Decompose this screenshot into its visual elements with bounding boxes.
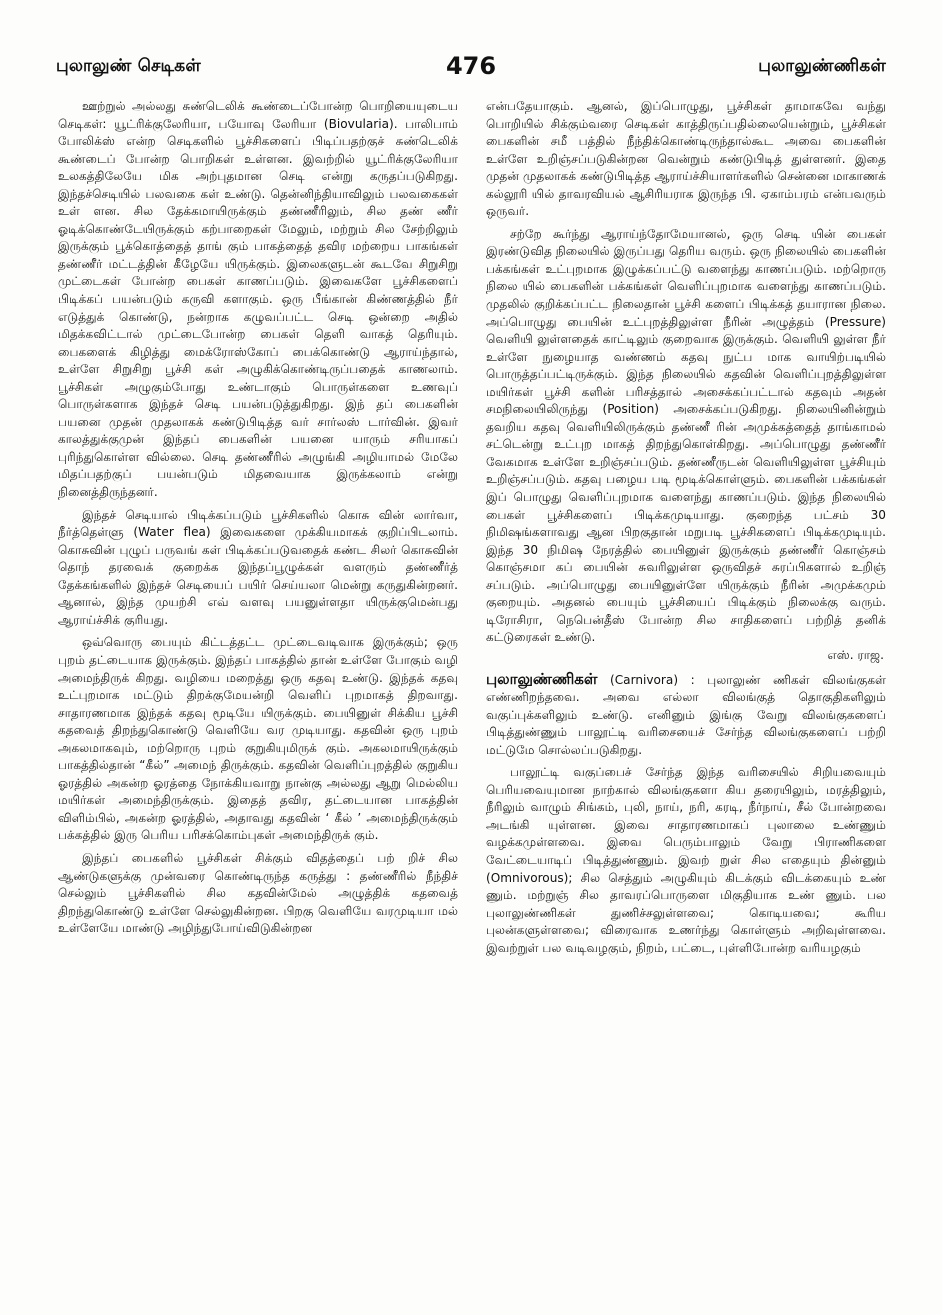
entry-first-paragraph [486,671,886,760]
running-head-left: புலாலுண் செடிகள் [56,56,201,76]
page-header [56,52,886,88]
paragraph: என்பதேயாகும். ஆனல், இப்பொழுது, பூச்சிகள் தாமாகவே வந்து பொறியில் சிக்கும்வரை செடிகள் காத்திருப்பதில்லையென்றும், பூச்சிகள் பைகளின் சமீ பத்தில் நீந்திக்கொண்டிருந்தால்கூட அவை பைகளின் உள்ளே உறிஞ்சப்படுகின்றன வென்றும் கண்டுபிடித் துள்ளனர். இதை முதன் முதலாகக் கண்டுபிடித்த ஆராய்ச்சியாளர்களில் சென்னை மாகாணக் கல்லூரி யில் தாவரவியல் ஆசிரியராக இருந்த பி. ஏகாம்பரம் என்பவரும் ஒருவர். [486,99,886,219]
paragraph: சற்றே கூர்ந்து ஆராய்ந்தோமேயானல், ஒரு செடி யின் பைகள் இரண்டுவித நிலையில் இருப்பது தெரிய வரும். ஒரு நிலையில் பைகளின் பக்கங்கள் உட்புறமாக இழுக்கப்பட்டு வளைந்து காணப்படும். மற்றொரு நிலை யில் பைகளின் பக்கங்கள் வெளிப்புறமாக வளைந்து காணப்படும். முதலில் குறிக்கப்பட்ட நிலைதான் பூச்சி களைப் பிடிக்கத் தயாரான நிலை. அப்பொழுது பையின் உட்புறத்திலுள்ள நீரின் அழுத்தம் (Pressure) வெளியி லுள்ளதைக் காட்டிலும் குறைவாக இருக்கும். வெளியி லுள்ள நீர் உள்ளே நுழையாத வண்ணம் கதவு நுட்ப மாக வாயிற்படியில் பொருத்தப்பட்டிருக்கும். இந்த நிலையில் கதவின் வெளிப்புறத்திலுள்ள மயிர்கள் பூச்சி களின் பரிசத்தால் அசைக்கப்பட்டால் கதவும் அதன் சமநிலையிலிருந்து (Position) அசைக்கப்படுகிறது. நிலையினின்றும் தவறிய கதவு வெளியிலிருக்கும் தண்ணீ ரின் அமுக்கத்தைத் தாங்காமல் சட்டென்று உட்புற மாகத் திறந்துகொள்கிறது. அப்பொழுது தண்ணீர் வேகமாக உள்ளே உறிஞ்சப்படும். தண்ணீருடன் வெளியிலுள்ள பூச்சியும் உறிஞ்சப்படும். கதவு பழைய படி மூடிக்கொள்ளும். பைகளின் பக்கங்கள் இப் பொழுது வெளிப்புறமாக வளைந்து காணப்படும். இந்த நிலையில் பைகள் பூச்சிகளைப் பிடிக்கமுடியாது. குறைந்த பட்சம் 30 நிமிஷங்களாவது ஆன பிறகுதான் மறுபடி பூச்சிகளைப் பிடிக்கமுடியும். இந்த 30 நிமிஷ நேரத்தில் பையினுள் இருக்கும் தண்ணீர் கொஞ்சம் கொஞ்சமா கப் பையின் சுவரிலுள்ள ஒருவிதச் சுரப்பிகளால் உறிஞ் சப்படும். அப்பொழுது பையினுள்ளே யிருக்கும் நீரின் அமுக்கமும் குறையும். அதனல் பையும் பூச்சியைப் பிடிக்கும் நிலைக்கு வரும். டிரோசிரா, நெபென்தீஸ் போன்ற சில சாதிகளைப் பற்றித் தனிக் கட்டுரைகள் உண்டு. [486,226,886,645]
paragraph: ஒவ்வொரு பையும் கிட்டத்தட்ட முட்டைவடிவாக இருக்கும்; ஒரு புறம் தட்டையாக இருக்கும். இந்தப் பாகத்தில் தான் உள்ளே போகும் வழி அமைந்திருக் கிறது. வழியை மறைத்து ஒரு கதவு உண்டு. இந்தக் கதவு உட்புறமாக மட்டும் திறக்குமேயன்றி வெளிப் புறமாகத் திறவாது. சாதாரணமாக இந்தக் கதவு மூடியே யிருக்கும். பையினுள் சிக்கிய பூச்சி கதவைத் திறந்துகொண்டு வெளியே வர முடியாது. கதவின் ஒரு புறம் அகலமாகவும், மற்றொரு புறம் குறுகியுமிருக் கும். அகலமாயிருக்கும் பாகத்தில்தான் “கீல்” அமைந் திருக்கும். கதவின் வெளிப்புறத்தில் குறுகிய ஓரத்தில் அகன்ற ஓரத்தை நோக்கியவாறு நான்கு அல்லது ஆறு மெல்லிய மயிர்கள் அமைந்திருக்கும். இதைத் தவிர, தட்டையான பாகத்தின் விளிம்பில், அகன்ற ஓரத்தில், அதாவது கதவின் ‘ கீல் ’ அமைந்திருக்கும் பக்கத்தில் இரு பெரிய பரிசக்கொம்புகள் அமைந்திருக் கும். [58,635,458,843]
paragraph: பாலூட்டி வகுப்பைச் சேர்ந்த இந்த வரிசையில் சிறியவையும் பெரியவையுமான நாற்கால் விலங்குகளா கிய தரையிலும், மரத்திலும், நீரிலும் வாழும் சிங்கம், புலி, நாய், நரி, கரடி, நீர்நாய், சீல் போன்றவை அடங்கி யுள்ளன. இவை சாதாரணமாகப் புலாலை உண்ணும் வழக்கமுள்ளவை. இவை பெரும்பாலும் வேறு பிராணிகளை வேட்டையாடிப் பிடித்துண்ணும். இவற் றுள் சில எதையும் தின்னும் (Omnivorous); சில செத்தும் அழுகியும் கிடக்கும் விடக்கையும் உண் ணும். மற்றுஞ் சில தாவரப்பொருளை மிகுதியாக உண் ணும். பல புலாலுண்ணிகள் துணிச்சலுள்ளவை; கொடியவை; கூரிய புலன்களுள்ளவை; விரைவாக உணர்ந்து கொள்ளும் அறிவுள்ளவை. இவற்றுள் பல வடிவழகும், நிறம், பட்டை, புள்ளிபோன்ற வரியழகும் [486,765,886,955]
right-column [486,98,886,1298]
entry-text: புலாலுண் ணிகள் விலங்குகள் எண்ணிறந்தவை. அவை எல்லா விலங்குத் தொகுதிகளிலும் வகுப்புக்களிலும் உண்டு. எனினும் இங்கு வேறு விலங்குகளைப் பிடித்துண்ணும் பாலூட்டி வரிசையைச் சேர்ந்த விலங்குகளைப் பற்றி மட்டுமே சொல்லப்படுகிறது. [486,672,886,757]
running-head-right: புலாலுண்ணிகள் [758,56,886,76]
entry-heading: புலாலுண்ணிகள் [486,669,598,688]
paragraph: இந்தப் பைகளில் பூச்சிகள் சிக்கும் விதத்தைப் பற் றிச் சில ஆண்டுகளுக்கு முன்வரை கொண்டிருந்த கருத்து : தண்ணீரில் நீந்திச் செல்லும் பூச்சிகளில் சில கதவின்மேல் அழுத்திக் கதவைத் திறந்துகொண்டு உள்ளே செல்லுகின்றன. பிறகு வெளியே வரமுடியா மல் உள்ளேயே மாண்டு அழிந்துபோய்விடுகின்றன [58,850,458,936]
left-column [58,98,458,1298]
paragraph: ஊற்றுல் அல்லது சுண்டெலிக் கூண்டைப்போன்ற பொறியையுடைய செடிகள்: யூட்ரிக்குலேரியா, பயோவு லேரியா (Biovularia). பாலிபாம் போலிக்ஸ் என்ற செடிகளில் பூச்சிகளைப் பிடிப்பதற்குச் சுண்டெலிக் கூண்டைப் போன்ற பொறிகள் உள்ளன. இவற்றில் யூட்ரிக்குலேரியா உலகத்திலேயே மிக அற்புதமான செடி என்று கருதப்படுகிறது. இந்தச்செடியில் பலவகை கள் உண்டு. தென்னிந்தியாவிலும் பலவகைகள் உள் ளன. சில தேக்கமாயிருக்கும் தண்ணீரிலும், சில தண் ணீர் ஓடிக்கொண்டேயிருக்கும் கற்பாறைகள் மேலும், மற்றும் சில சேற்றிலும் இருக்கும் பூக்கொத்தைத் தாங் கும் பாகத்தைத் தவிர மற்றைய பாகங்கள் தண்ணீர் மட்டத்தின் கீழேயே யிருக்கும். இலைகளுடன் கூடவே சிறுசிறு முட்டைகள் போன்ற பைகள் காணப்படும். இவைகளே பூச்சிகளைப் பிடிக்கப் பயன்படும் கருவி களாகும். ஒரு பீங்கான் கிண்ணத்தில் நீர் எடுத்துக் கொண்டு, நன்றாக கழுவப்பட்ட செடி ஒன்றை அதில் மிதக்கவிட்டால் முட்டைபோன்ற பைகள் தெளி வாகத் தெரியும். பைகளைக் கிழித்து மைக்ரோஸ்கோப் பைக்கொண்டு ஆராய்ந்தால், உள்ளே சிறுசிறு பூச்சி கள் அழுகிக்கொண்டிருப்பதைக் காணலாம். பூச்சிகள் அழுகும்போது உண்டாகும் பொருள்களை உணவுப் பொருள்களாக இந்தச் செடி பயன்படுத்துகிறது. இந் தப் பைகளின் பயனை முதன் முதலாகக் கண்டுபிடித்த வர் சார்லஸ் டார்வின். இவர் காலத்துக்குமுன் இந்தப் பைகளின் பயனை யாரும் சரியாகப் புரிந்துகொள்ள வில்லை. செடி தண்ணீரில் அழுங்கி அழியாமல் மேலே மிதப்பதற்குப் பயன்படும் மிதவையாக இருக்கலாம் என்று நினைத்திருந்தனர். [58,99,458,500]
entry-heading-latin: (Carnivora) : [610,672,695,687]
page-number: 476 [445,52,497,80]
paragraph: இந்தச் செடியால் பிடிக்கப்படும் பூச்சிகளில் கொசு வின் லார்வா, நீர்த்தெள்ளு (Water flea) இவைகளை முக்கியமாகக் குறிப்பிடலாம். கொசுவின் புழுப் பருவங் கள் பிடிக்கப்படுவதைக் கண்ட சிலர் கொசுவின் தொந் தரவைக் குறைக்க இந்தப்பூழுக்கள் வளரும் தண்ணீர்த் தேக்கங்களில் இந்தச் செடியைப் பயிர் செய்யலா மென்று கருதுகின்றனர். ஆனால், இந்த முயற்சி எவ் வளவு பயனுள்ளதா யிருக்குமென்பது ஆராய்ச்சிக் குரியது. [58,507,458,627]
author-signature: எஸ். ராஜ. [827,647,884,662]
